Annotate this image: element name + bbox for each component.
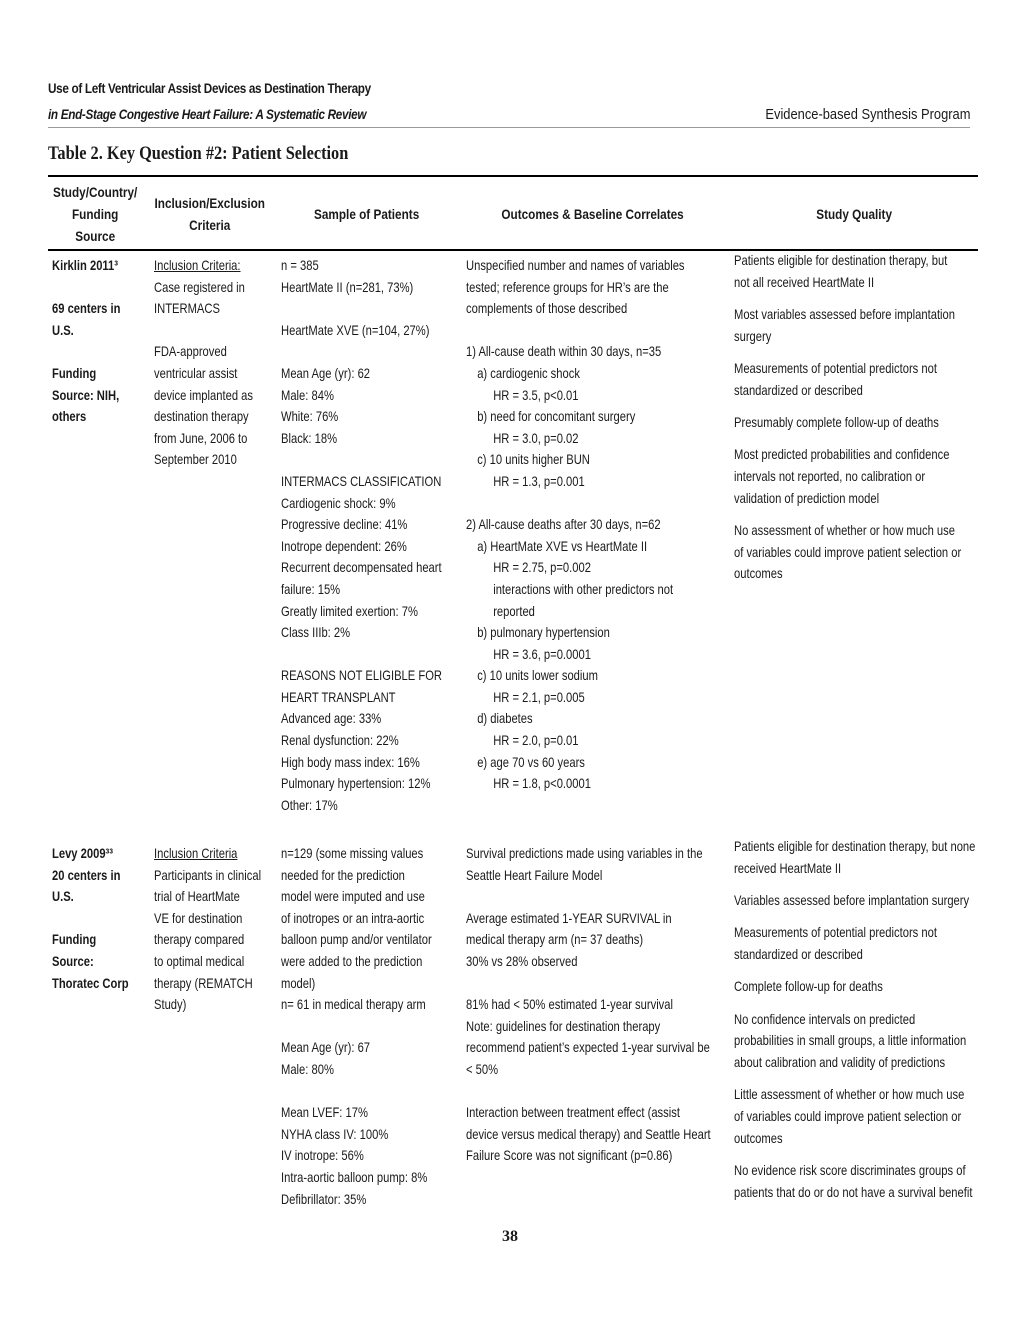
- cell-line: HR = 3.0, p=0.02: [493, 429, 579, 446]
- cell-line: therapy (REMATCH: [154, 974, 253, 991]
- cell-line: Black: 18%: [281, 429, 338, 446]
- cell-line: Renal dysfunction: 22%: [281, 732, 399, 749]
- cell-line: INTERMACS: [154, 300, 220, 317]
- report-title-line-1: Use of Left Ventricular Assist Devices as Destination Therapy: [48, 80, 371, 96]
- cell-line: Mean Age (yr): 67: [281, 1039, 371, 1056]
- quality-line: outcomes: [734, 1129, 783, 1146]
- quality-item: [734, 520, 978, 585]
- cell-line: [52, 277, 127, 299]
- cell-line: Recurrent decompensated heart: [281, 559, 442, 576]
- quality-item: [734, 1084, 978, 1149]
- cell-line: complements of those described: [466, 300, 628, 317]
- document-header: [48, 78, 970, 128]
- quality-line: of variables could improve patient selection or: [734, 1107, 962, 1124]
- cell-line: Greatly limited exertion: 7%: [281, 602, 418, 619]
- cell-line: others: [52, 408, 87, 425]
- cell-line: d) diabetes: [477, 710, 533, 727]
- column-header-quality: Study Quality: [816, 206, 892, 222]
- cell-line: Participants in clinical: [154, 866, 262, 883]
- cell-line: failure: 15%: [281, 580, 341, 597]
- table-row-1-outcomes: [466, 255, 728, 795]
- cell-line: 2) All-cause deaths after 30 days, n=62: [466, 516, 661, 533]
- cell-line: 81% had < 50% estimated 1-year survival: [466, 996, 673, 1013]
- quality-line: about calibration and validity of predictions: [734, 1053, 946, 1070]
- cell-line: reported: [493, 602, 535, 619]
- cell-line: U.S.: [52, 321, 74, 338]
- cell-line: 20 centers in: [52, 866, 121, 883]
- cell-line: Seattle Heart Failure Model: [466, 866, 603, 883]
- cell-line: [281, 1016, 423, 1038]
- cell-line: Study): [154, 996, 187, 1013]
- table-row-1-study: [52, 255, 146, 428]
- cell-line: Average estimated 1-YEAR SURVIVAL in: [466, 909, 672, 926]
- quality-line: intervals not reported, no calibration or: [734, 467, 926, 484]
- cell-line: b) pulmonary hypertension: [477, 624, 610, 641]
- cell-line: Male: 84%: [281, 386, 334, 403]
- cell-line: Mean Age (yr): 62: [281, 364, 371, 381]
- cell-line: HR = 1.3, p=0.001: [493, 472, 585, 489]
- quality-item: [734, 444, 978, 509]
- cell-line: Levy 2009³³: [52, 845, 114, 861]
- table-row-2-study: [52, 843, 146, 994]
- table-row-1-criteria: [154, 255, 276, 471]
- quality-line: No confidence intervals on predicted: [734, 1010, 916, 1027]
- cell-line: to optimal medical: [154, 952, 245, 969]
- cell-line: [281, 449, 423, 471]
- cell-line: model): [281, 974, 316, 991]
- cell-line: [466, 320, 676, 342]
- cell-line: Inotrope dependent: 26%: [281, 537, 407, 554]
- quality-item: [734, 890, 978, 912]
- cell-line: Intra-aortic balloon pump: 8%: [281, 1168, 428, 1185]
- cell-line: HR = 2.1, p=0.005: [493, 688, 585, 705]
- cell-line: Other: 17%: [281, 796, 338, 813]
- cell-line: September 2010: [154, 451, 237, 468]
- report-title-line-2: in End-Stage Congestive Heart Failure: A Systematic Review: [48, 106, 367, 122]
- cell-line: Source: NIH,: [52, 386, 120, 403]
- cell-line: [281, 341, 423, 363]
- cell-line: [466, 886, 676, 908]
- cell-line: [52, 908, 127, 930]
- column-header-outcomes: Outcomes & Baseline Correlates: [501, 206, 685, 222]
- quality-line: probabilities in small groups, a little information: [734, 1032, 967, 1049]
- cell-line: Inclusion Criteria:: [154, 257, 241, 273]
- cell-line: therapy compared: [154, 931, 245, 948]
- cell-line: NYHA class IV: 100%: [281, 1125, 389, 1142]
- cell-line: U.S.: [52, 888, 74, 905]
- cell-line: [154, 320, 252, 342]
- cell-line: ventricular assist: [154, 364, 238, 381]
- quality-line: Most variables assessed before implantation: [734, 305, 956, 322]
- cell-line: Advanced age: 33%: [281, 710, 382, 727]
- cell-line: 69 centers in: [52, 300, 121, 317]
- cell-line: Male: 80%: [281, 1060, 334, 1077]
- table-row-2-outcomes: [466, 843, 728, 1167]
- cell-line: of inotropes or an intra-aortic: [281, 909, 425, 926]
- quality-item: [734, 250, 978, 293]
- quality-item: [734, 304, 978, 347]
- cell-line: recommend patient’s expected 1-year survival be: [466, 1039, 710, 1056]
- cell-line: [281, 298, 423, 320]
- cell-line: c) 10 units lower sodium: [477, 667, 598, 684]
- cell-line: White: 76%: [281, 408, 339, 425]
- quality-line: Patients eligible for destination therapy, but none: [734, 838, 976, 854]
- column-header-sample: Sample of Patients: [314, 206, 420, 222]
- quality-item: [734, 1160, 978, 1203]
- cell-line: Class IIIb: 2%: [281, 624, 351, 641]
- cell-line: b) need for concomitant surgery: [477, 408, 636, 425]
- quality-line: outcomes: [734, 565, 783, 582]
- table-row-1-sample: [281, 255, 459, 816]
- cell-line: destination therapy: [154, 408, 249, 425]
- cell-line: n=129 (some missing values: [281, 845, 424, 861]
- cell-line: Mean LVEF: 17%: [281, 1104, 368, 1121]
- cell-line: [466, 1081, 676, 1103]
- cell-line: HR = 3.5, p<0.01: [493, 386, 579, 403]
- cell-line: tested; reference groups for HR’s are the: [466, 278, 669, 295]
- cell-line: HR = 1.8, p<0.0001: [493, 775, 591, 792]
- table-row-2-sample: [281, 843, 459, 1210]
- quality-line: standardized or described: [734, 381, 863, 398]
- quality-item: [734, 976, 978, 998]
- cell-line: Cardiogenic shock: 9%: [281, 494, 396, 511]
- quality-line: Little assessment of whether or how much use: [734, 1086, 965, 1103]
- cell-line: Progressive decline: 41%: [281, 516, 408, 533]
- cell-line: device versus medical therapy) and Seattle Heart: [466, 1125, 711, 1142]
- cell-line: HeartMate XVE (n=104, 27%): [281, 321, 430, 338]
- cell-line: VE for destination: [154, 909, 243, 926]
- quality-item: [734, 836, 978, 879]
- quality-line: Presumably complete follow-up of deaths: [734, 413, 939, 430]
- cell-line: Unspecified number and names of variables: [466, 257, 685, 273]
- cell-line: 1) All-cause death within 30 days, n=35: [466, 343, 662, 360]
- cell-line: Funding: [52, 364, 97, 381]
- cell-line: a) cardiogenic shock: [477, 364, 580, 381]
- cell-line: Pulmonary hypertension: 12%: [281, 775, 431, 792]
- quality-line: received HeartMate II: [734, 859, 842, 876]
- cell-line: from June, 2006 to: [154, 429, 248, 446]
- cell-line: HR = 3.6, p=0.0001: [493, 645, 591, 662]
- cell-line: device implanted as: [154, 386, 253, 403]
- quality-line: standardized or described: [734, 945, 863, 962]
- table-row-2-quality: [734, 836, 978, 1214]
- quality-line: Variables assessed before implantation surgery: [734, 891, 970, 908]
- cell-line: [281, 1081, 423, 1103]
- quality-line: No evidence risk score discriminates groups of: [734, 1161, 966, 1178]
- column-header-criteria: Inclusion/Exclusion Criteria: [154, 195, 266, 233]
- table-title: Table 2. Key Question #2: Patient Selection: [48, 143, 349, 164]
- cell-line: c) 10 units higher BUN: [477, 451, 590, 468]
- cell-line: FDA-approved: [154, 343, 227, 360]
- cell-line: IV inotrope: 56%: [281, 1147, 364, 1164]
- quality-line: Complete follow-up for deaths: [734, 978, 883, 995]
- cell-line: n = 385: [281, 257, 319, 273]
- cell-line: HeartMate II (n=281, 73%): [281, 278, 414, 295]
- cell-line: a) HeartMate XVE vs HeartMate II: [477, 537, 648, 554]
- quality-line: Measurements of potential predictors not: [734, 924, 937, 941]
- cell-line: Funding: [52, 931, 97, 948]
- quality-item: [734, 412, 978, 434]
- cell-line: Source:: [52, 952, 94, 969]
- cell-line: Interaction between treatment effect (assist: [466, 1104, 680, 1121]
- cell-line: Kirklin 2011³: [52, 257, 118, 273]
- cell-line: Thoratec Corp: [52, 974, 129, 991]
- cell-line: Inclusion Criteria: [154, 845, 238, 861]
- cell-line: 30% vs 28% observed: [466, 952, 578, 969]
- cell-line: needed for the prediction: [281, 866, 405, 883]
- cell-line: [466, 493, 676, 515]
- cell-line: Failure Score was not significant (p=0.86): [466, 1147, 673, 1164]
- page-number: 38: [502, 1228, 518, 1245]
- quality-line: of variables could improve patient selection or: [734, 543, 962, 560]
- cell-line: Survival predictions made using variables in the: [466, 845, 703, 861]
- cell-line: < 50%: [466, 1060, 499, 1077]
- cell-line: balloon pump and/or ventilator: [281, 931, 432, 948]
- column-header-study: Study/Country/ Funding Source: [52, 184, 138, 244]
- cell-line: e) age 70 vs 60 years: [477, 753, 585, 770]
- quality-line: not all received HeartMate II: [734, 273, 875, 290]
- cell-line: HEART TRANSPLANT: [281, 688, 396, 705]
- cell-line: n= 61 in medical therapy arm: [281, 996, 426, 1013]
- cell-line: REASONS NOT ELIGIBLE FOR: [281, 667, 442, 684]
- table-row-2-criteria: [154, 843, 276, 1016]
- cell-line: medical therapy arm (n= 37 deaths): [466, 931, 644, 948]
- cell-line: interactions with other predictors not: [493, 580, 674, 597]
- quality-item: [734, 1009, 978, 1074]
- quality-item: [734, 922, 978, 965]
- quality-line: surgery: [734, 327, 772, 344]
- cell-line: [281, 644, 423, 666]
- quality-item: [734, 358, 978, 401]
- cell-line: INTERMACS CLASSIFICATION: [281, 472, 442, 489]
- cell-line: model were imputed and use: [281, 888, 425, 905]
- quality-line: validation of prediction model: [734, 489, 880, 506]
- table-row-1-quality: [734, 250, 978, 596]
- table-top-rule: [48, 175, 978, 177]
- cell-line: were added to the prediction: [281, 952, 423, 969]
- cell-line: Defibrillator: 35%: [281, 1190, 367, 1207]
- cell-line: trial of HeartMate: [154, 888, 240, 905]
- cell-line: HR = 2.0, p=0.01: [493, 732, 579, 749]
- quality-line: No assessment of whether or how much use: [734, 521, 955, 538]
- quality-line: Patients eligible for destination therapy, but: [734, 252, 948, 268]
- quality-line: Most predicted probabilities and confidence: [734, 446, 950, 463]
- cell-line: Case registered in: [154, 278, 245, 295]
- cell-line: Note: guidelines for destination therapy: [466, 1017, 661, 1034]
- header-divider: [48, 127, 970, 128]
- cell-line: HR = 2.75, p=0.002: [493, 559, 591, 576]
- cell-line: [52, 341, 127, 363]
- quality-line: Measurements of potential predictors not: [734, 359, 937, 376]
- program-name: Evidence-based Synthesis Program: [764, 106, 970, 123]
- cell-line: High body mass index: 16%: [281, 753, 420, 770]
- cell-line: [466, 973, 676, 995]
- quality-line: patients that do or do not have a survival benefit: [734, 1183, 973, 1200]
